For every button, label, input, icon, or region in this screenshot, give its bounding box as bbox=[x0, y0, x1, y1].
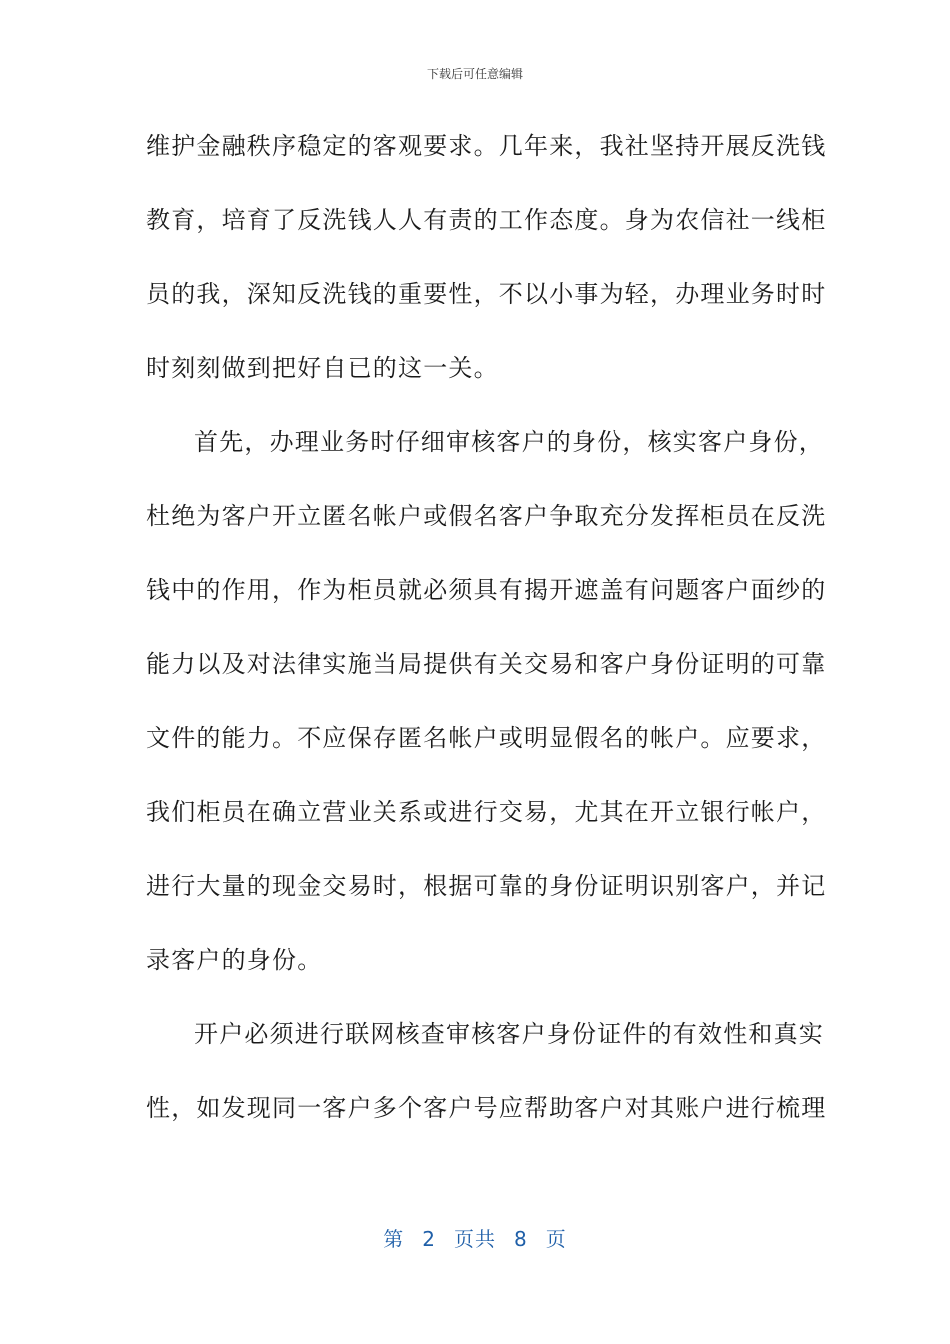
footer-middle: 页共 bbox=[454, 1227, 496, 1251]
paragraph-1 bbox=[146, 125, 827, 421]
text-line: 员的我，深知反洗钱的重要性，不以小事为轻，办理业务时时 bbox=[146, 280, 827, 308]
text-line: 录客户的身份。 bbox=[146, 946, 323, 974]
text-line: 首先，办理业务时仔细审核客户的身份，核实客户身份， bbox=[194, 428, 824, 456]
text-line: 进行大量的现金交易时，根据可靠的身份证明识别客户，并记 bbox=[146, 872, 827, 900]
text-line: 教育，培育了反洗钱人人有责的工作态度。身为农信社一线柜 bbox=[146, 206, 827, 234]
footer-prefix: 第 bbox=[383, 1227, 405, 1251]
text-line: 能力以及对法律实施当局提供有关交易和客户身份证明的可靠 bbox=[146, 650, 827, 678]
paragraph-3 bbox=[146, 1013, 827, 1161]
footer-suffix: 页 bbox=[545, 1227, 567, 1251]
document-body bbox=[146, 125, 827, 1161]
text-line: 开户必须进行联网核查审核客户身份证件的有效性和真实 bbox=[194, 1020, 824, 1048]
text-line: 杜绝为客户开立匿名帐户或假名客户争取充分发挥柜员在反洗 bbox=[146, 502, 827, 530]
current-page-number: 2 bbox=[422, 1227, 436, 1251]
text-line: 时刻刻做到把好自已的这一关。 bbox=[146, 354, 499, 382]
page-header-note: 下载后可任意编辑 bbox=[426, 67, 523, 81]
text-line: 性，如发现同一客户多个客户号应帮助客户对其账户进行梳理 bbox=[146, 1094, 827, 1122]
paragraph-2 bbox=[146, 421, 827, 1013]
text-line: 钱中的作用，作为柜员就必须具有揭开遮盖有问题客户面纱的 bbox=[146, 576, 827, 604]
page-number-footer bbox=[0, 1225, 950, 1253]
text-line: 文件的能力。不应保存匿名帐户或明显假名的帐户。应要求， bbox=[146, 724, 827, 752]
total-pages-number: 8 bbox=[514, 1227, 528, 1251]
text-line: 我们柜员在确立营业关系或进行交易，尤其在开立银行帐户， bbox=[146, 798, 827, 826]
text-line: 维护金融秩序稳定的客观要求。几年来，我社坚持开展反洗钱 bbox=[146, 132, 827, 160]
